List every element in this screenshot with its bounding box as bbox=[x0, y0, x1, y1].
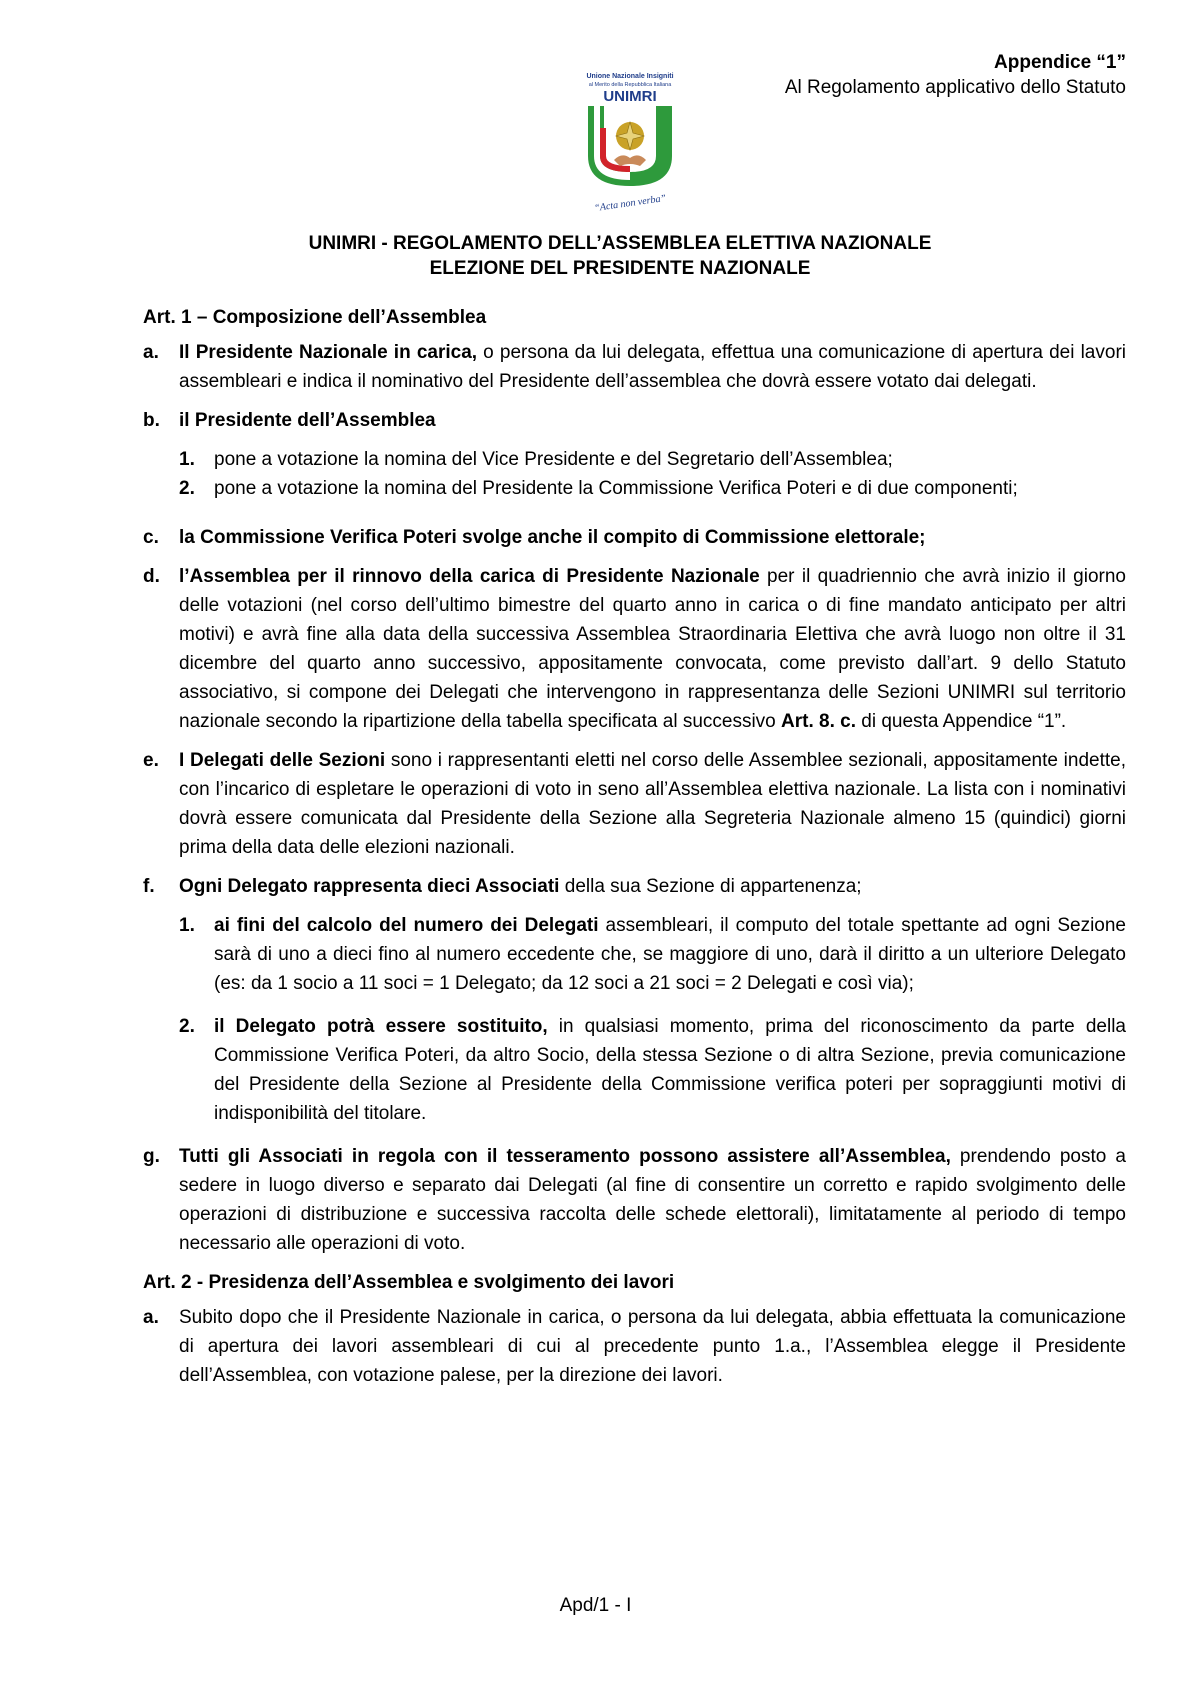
art1-item-f bbox=[143, 872, 1126, 901]
item-text: prendendo posto a sedere in luogo diverso e separato dai Delegati (al fine di consentire un corretto e rapido svolgimento delle operazioni di distribuzione e successiva raccolta delle schede elettorali), limitatamente al periodo di tempo necessario alle operazioni di voto. bbox=[179, 1146, 1126, 1254]
logo-text-line2: al Merito della Repubblica Italiana bbox=[588, 82, 672, 88]
item-text: sono i rappresentanti eletti nel corso delle Assemblee sezionali, appositamente indette, con l’incarico di espletare le operazioni di voto in seno all’Assemblea elettiva nazionale. La lista con i nominativi dovrà essere comunicata dal Presidente della Sezione alla Segreteria Nazionale almeno 15 (quindici) giorni prima della data delle elezioni nazionali. bbox=[179, 750, 1126, 858]
art1-heading: Art. 1 – Composizione dell’Assemblea bbox=[143, 307, 487, 328]
art1-item-d bbox=[143, 562, 1126, 736]
art1-item-g bbox=[143, 1142, 1126, 1258]
item-marker: g. bbox=[143, 1146, 160, 1167]
item-bold-text: Il Presidente Nazionale in carica, bbox=[179, 342, 478, 363]
art1-item-c bbox=[143, 523, 1126, 552]
sub-marker: 1. bbox=[179, 915, 195, 936]
logo-motto: “Acta non verba” bbox=[593, 193, 667, 214]
appendix-title: Appendice “1” bbox=[994, 52, 1126, 73]
item-text: o persona da lui delegata, effettua una comunicazione di apertura dei lavori assembleari e indica il nominativo del Presidente dell’assemblea che dovrà essere votato dai delegati. bbox=[179, 342, 1126, 392]
document-title bbox=[160, 231, 1080, 281]
art2-heading: Art. 2 - Presidenza dell’Assemblea e svolgimento dei lavori bbox=[143, 1272, 675, 1293]
sub-text: pone a votazione la nomina del Vice Presidente e del Segretario dell’Assemblea; bbox=[214, 449, 893, 470]
sub-marker: 2. bbox=[179, 478, 195, 499]
art2-item-a bbox=[143, 1303, 1126, 1390]
sub-marker: 1. bbox=[179, 449, 195, 470]
item-marker: e. bbox=[143, 750, 159, 771]
item-marker: a. bbox=[143, 1307, 159, 1328]
item-bold-text: la Commissione Verifica Poteri svolge anche il compito di Commissione elettorale; bbox=[179, 527, 926, 548]
item-marker: d. bbox=[143, 566, 160, 587]
art1-item-f-sub1 bbox=[143, 911, 1126, 998]
art1-item-f-sub2 bbox=[143, 1012, 1126, 1128]
title-line2: ELEZIONE DEL PRESIDENTE NAZIONALE bbox=[429, 258, 811, 279]
item-text: per il quadriennio che avrà inizio il giorno delle votazioni (nel corso dell’ultimo bimestre del quarto anno in carica o di fine mandato anticipato per altri motivi) e avrà fine alla data della successiva Assemblea Straordinaria Elettiva che avrà luogo non oltre il 31 dicembre del quarto anno successivo, appositamente convocata, come previsto dall’art. 9 dello Statuto associativo, si compone dei Delegati che intervengono in rappresentanza delle Sezioni UNIMRI sul territorio nazionale secondo la ripartizione della tabella specificata al successivo bbox=[179, 566, 1126, 732]
logo-name: UNIMRI bbox=[603, 88, 657, 105]
item-bold-text: Tutti gli Associati in regola con il tesseramento possono assistere all’Assemblea, bbox=[179, 1146, 951, 1167]
item-marker: b. bbox=[143, 410, 160, 431]
item-bold-text: il Presidente dell’Assemblea bbox=[179, 410, 436, 431]
item-bold-text: l’Assemblea per il rinnovo della carica di Presidente Nazionale bbox=[179, 566, 760, 587]
unimri-logo bbox=[570, 68, 690, 218]
item-marker: c. bbox=[143, 527, 159, 548]
art1-item-b-sub2 bbox=[143, 474, 1126, 503]
item-text: Subito dopo che il Presidente Nazionale in carica, o persona da lui delegata, abbia effettuata la comunicazione di apertura dei lavori assembleari di cui al precedente punto 1.a., l’Assemblea elegge il Presidente dell’Assemblea, con votazione palese, per la direzione dei lavori. bbox=[179, 1307, 1126, 1386]
sub-bold-text: ai fini del calcolo del numero dei Delegati bbox=[214, 915, 599, 936]
item-marker: f. bbox=[143, 876, 155, 897]
item-marker: a. bbox=[143, 342, 159, 363]
page-number: Apd/1 - I bbox=[559, 1595, 632, 1616]
sub-text: in qualsiasi momento, prima del riconoscimento da parte della Commissione Verifica Poteri, da altro Socio, della stessa Sezione o di altra Sezione, previa comunicazione del Presidente della Sezione al Presidente della Commissione verifica poteri per sopraggiunti motivi di indisponibilità del titolare. bbox=[214, 1016, 1126, 1124]
item-text: della sua Sezione di appartenenza; bbox=[559, 876, 862, 897]
item-bold-text: I Delegati delle Sezioni bbox=[179, 750, 386, 771]
title-line1: UNIMRI - REGOLAMENTO DELL’ASSEMBLEA ELETTIVA NAZIONALE bbox=[308, 233, 932, 254]
document-body bbox=[143, 303, 1126, 1400]
art1-item-b bbox=[143, 406, 1126, 435]
art1-item-b-sub1 bbox=[143, 445, 1126, 474]
sub-bold-text: il Delegato potrà essere sostituito, bbox=[214, 1016, 548, 1037]
sub-text: assembleari, il computo del totale spettante ad ogni Sezione sarà di uno a dieci fino al numero eccedente che, se maggiore di uno, darà il diritto a un ulteriore Delegato (es: da 1 socio a 11 soci = 1 Delegato; da 12 soci a 21 soci = 2 Delegati e così via); bbox=[214, 915, 1126, 994]
item-bold-text: Ogni Delegato rappresenta dieci Associati bbox=[179, 876, 560, 897]
art1-item-a bbox=[143, 338, 1126, 396]
sub-marker: 2. bbox=[179, 1016, 195, 1037]
item-text-2: di questa Appendice “1”. bbox=[856, 711, 1067, 732]
logo-text-line1: Unione Nazionale Insigniti bbox=[586, 73, 674, 80]
appendix-header bbox=[785, 50, 1126, 100]
item-bold-text-2: Art. 8. c. bbox=[781, 711, 857, 732]
appendix-subtitle: Al Regolamento applicativo dello Statuto bbox=[784, 77, 1126, 98]
art1-item-e bbox=[143, 746, 1126, 862]
logo-handshake-icon bbox=[614, 155, 646, 166]
sub-text: pone a votazione la nomina del Presidente la Commissione Verifica Poteri e di due componenti; bbox=[214, 478, 1018, 499]
